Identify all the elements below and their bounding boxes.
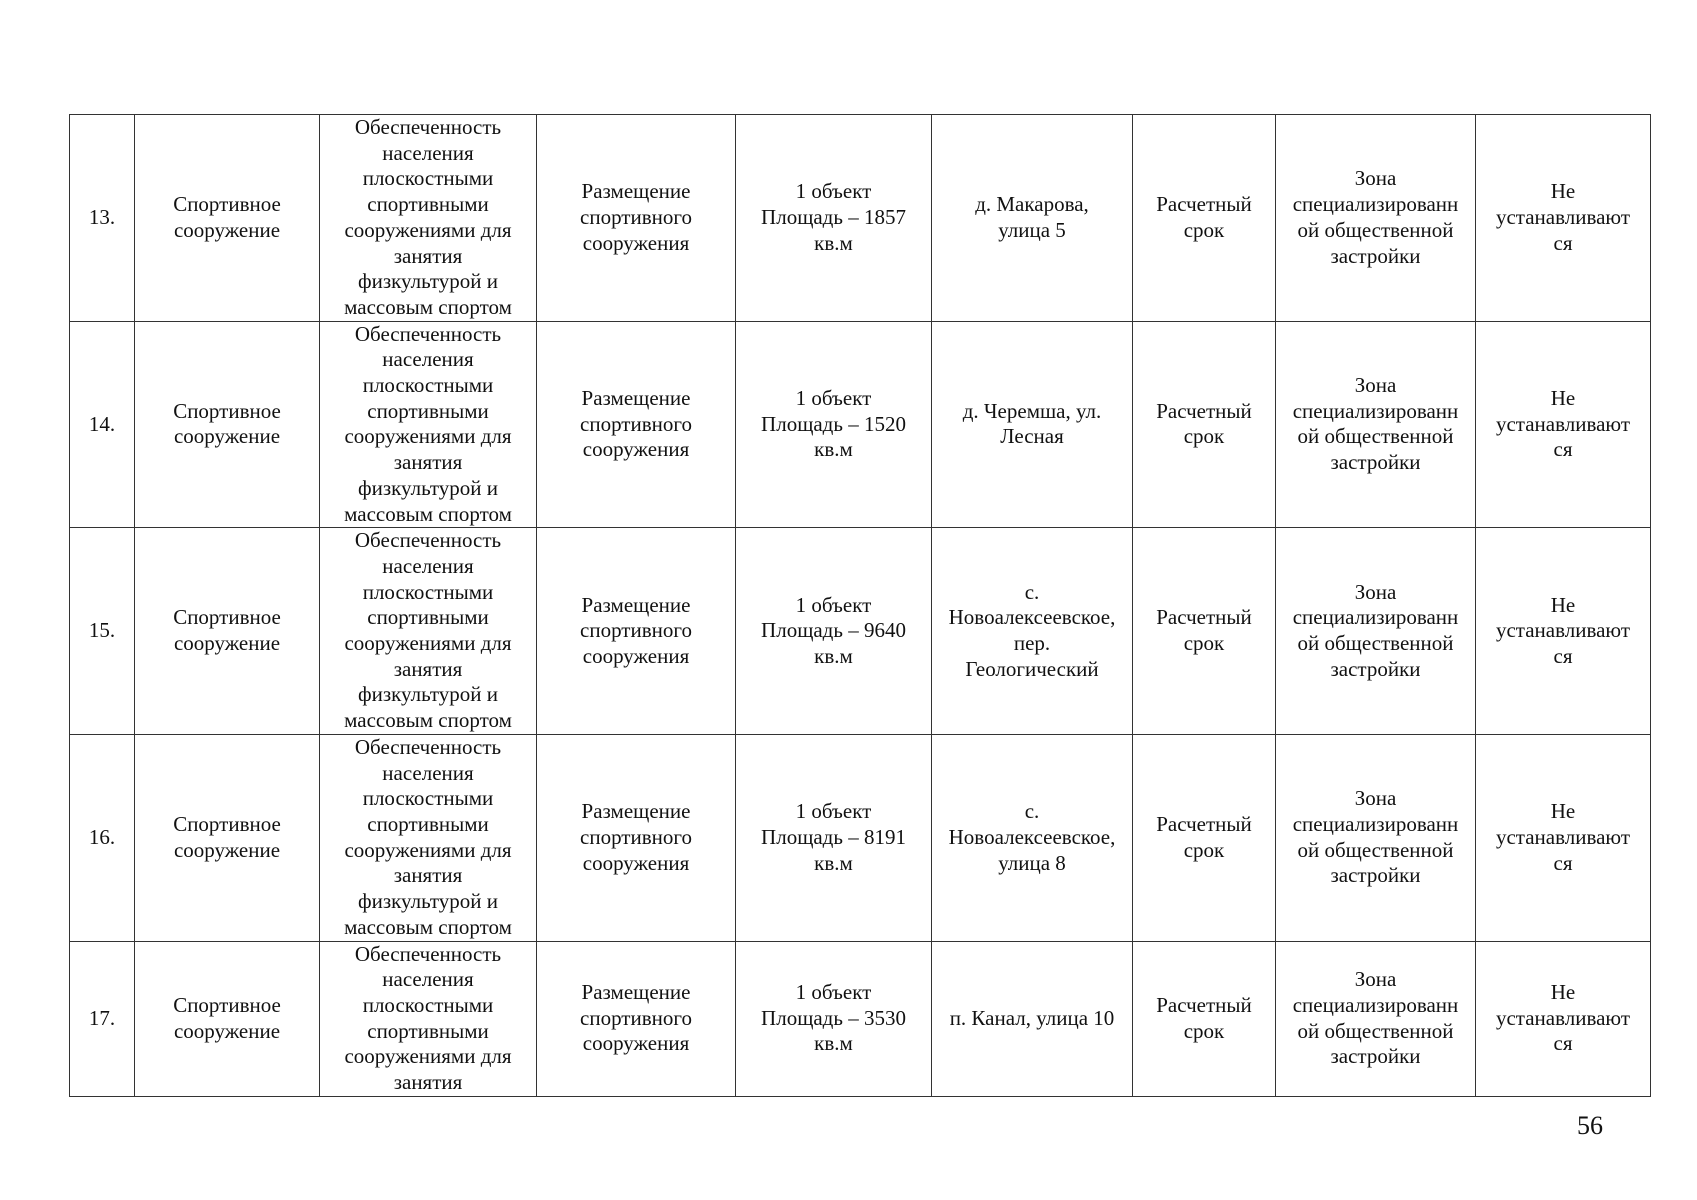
term-text: Расчетный срок [1133,734,1276,941]
zone-text: Зона специализированн ой общественной застройки [1276,321,1476,528]
table-row [70,528,1651,735]
object-name: Спортивное сооружение [135,115,320,322]
location-text: с. Новоалексеевское, пер. Геологический [932,528,1133,735]
purpose-text: Размещение спортивного сооружения [537,734,736,941]
object-name: Спортивное сооружение [135,528,320,735]
parameters-text: 1 объект Площадь – 1520 кв.м [736,321,932,528]
object-name: Спортивное сооружение [135,321,320,528]
parameters-text: 1 объект Площадь – 3530 кв.м [736,941,932,1096]
row-number: 17. [70,941,135,1096]
zone-text: Зона специализированн ой общественной застройки [1276,115,1476,322]
purpose-text: Размещение спортивного сооружения [537,941,736,1096]
purpose-text: Размещение спортивного сооружения [537,115,736,322]
purpose-text: Размещение спортивного сооружения [537,321,736,528]
zone-text: Зона специализированн ой общественной застройки [1276,734,1476,941]
term-text: Расчетный срок [1133,941,1276,1096]
object-name: Спортивное сооружение [135,941,320,1096]
location-text: д. Черемша, ул. Лесная [932,321,1133,528]
term-text: Расчетный срок [1133,321,1276,528]
parameters-text: 1 объект Площадь – 8191 кв.м [736,734,932,941]
row-number: 14. [70,321,135,528]
parameters-text: 1 объект Площадь – 1857 кв.м [736,115,932,322]
zone-text: Зона специализированн ой общественной застройки [1276,528,1476,735]
restrictions-text: Не устанавливают ся [1476,941,1651,1096]
restrictions-text: Не устанавливают ся [1476,115,1651,322]
object-name: Спортивное сооружение [135,734,320,941]
facilities-table [69,114,1651,1097]
row-number: 13. [70,115,135,322]
location-text: д. Макарова, улица 5 [932,115,1133,322]
table-row [70,115,1651,322]
table-row [70,321,1651,528]
page-number: 56 [1577,1111,1603,1140]
location-text: с. Новоалексеевское, улица 8 [932,734,1133,941]
table-row [70,941,1651,1096]
requirement-text: Обеспеченность населения плоскостными спортивными сооружениями для занятия физкультурой и массовым спортом [320,528,537,735]
requirement-text: Обеспеченность населения плоскостными спортивными сооружениями для занятия [320,941,537,1096]
requirement-text: Обеспеченность населения плоскостными спортивными сооружениями для занятия физкультурой и массовым спортом [320,734,537,941]
restrictions-text: Не устанавливают ся [1476,528,1651,735]
row-number: 16. [70,734,135,941]
requirement-text: Обеспеченность населения плоскостными спортивными сооружениями для занятия физкультурой и массовым спортом [320,115,537,322]
zone-text: Зона специализированн ой общественной застройки [1276,941,1476,1096]
restrictions-text: Не устанавливают ся [1476,321,1651,528]
purpose-text: Размещение спортивного сооружения [537,528,736,735]
row-number: 15. [70,528,135,735]
table-row [70,734,1651,941]
requirement-text: Обеспеченность населения плоскостными спортивными сооружениями для занятия физкультурой и массовым спортом [320,321,537,528]
location-text: п. Канал, улица 10 [932,941,1133,1096]
parameters-text: 1 объект Площадь – 9640 кв.м [736,528,932,735]
restrictions-text: Не устанавливают ся [1476,734,1651,941]
term-text: Расчетный срок [1133,528,1276,735]
term-text: Расчетный срок [1133,115,1276,322]
